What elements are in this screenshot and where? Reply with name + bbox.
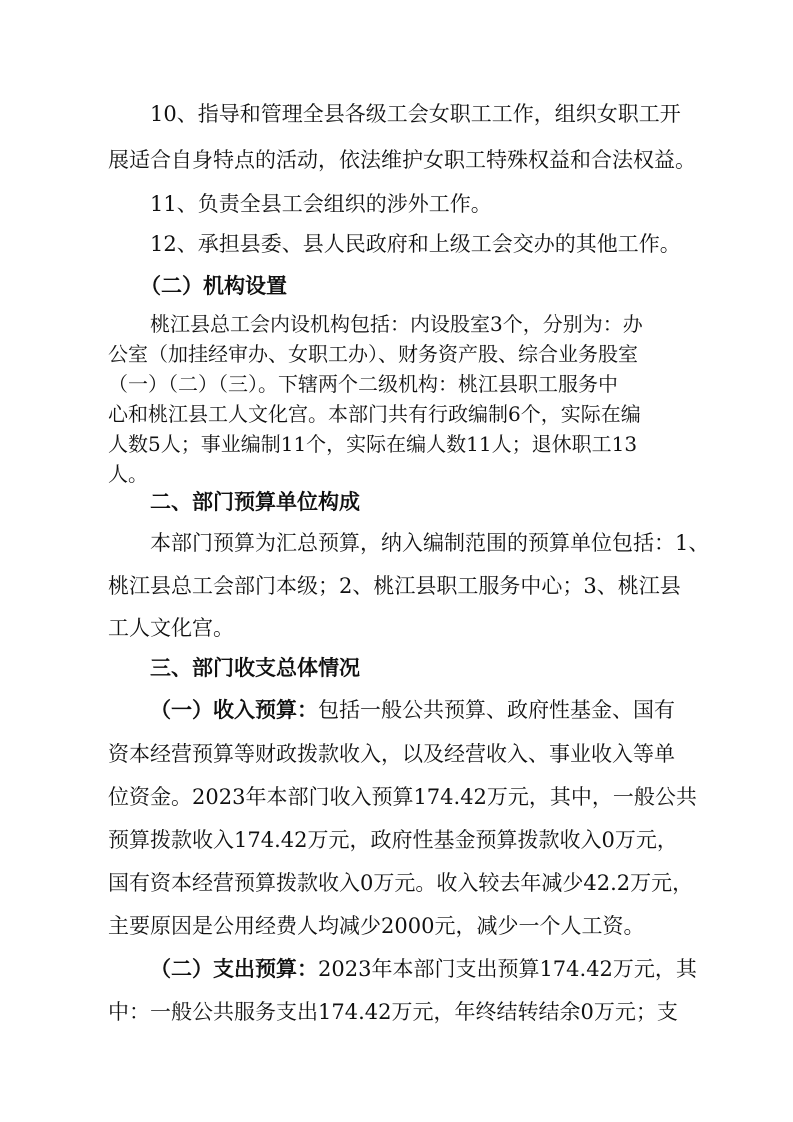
section-2-line-2: 桃江县总工会部门本级；2、桃江县职工服务中心；3、桃江县 [108,574,681,598]
income-paragraph-line-1 [150,695,675,725]
org-heading: （二）机构设置 [140,274,287,298]
income-label: （一）收入预算： [150,698,318,722]
section-2-heading: 二、部门预算单位构成 [150,490,360,514]
org-line-2: 公室（加挂经审办、女职工办）、财务资产股、综合业务股室 [108,342,638,366]
section-2-line-1: 本部门预算为汇总预算，纳入编制范围的预算单位包括：1、 [150,531,710,555]
duty-item-10-line-1: 10、指导和管理全县各级工会女职工工作，组织女职工开 [150,102,681,126]
org-line-6: 人。 [108,462,148,486]
income-line-2: 资本经营预算等财政拨款收入，以及经营收入、事业收入等单 [108,742,675,766]
duty-item-12: 12、承担县委、县人民政府和上级工会交办的其他工作。 [150,232,681,256]
expense-paragraph-line-1 [150,954,697,984]
income-line-6: 主要原因是公用经费人均减少2000元，减少一个人工资。 [108,914,645,938]
expense-line-2: 中：一般公共服务支出174.42万元，年终结转结余0万元；支 [108,1000,678,1024]
income-line-4: 预算拨款收入174.42万元，政府性基金预算拨款收入0万元， [108,828,678,852]
section-2-line-3: 工人文化宫。 [108,616,234,640]
income-line-3: 位资金。2023年本部门收入预算174.42万元，其中，一般公共 [108,785,697,809]
expense-label: （二）支出预算： [150,957,318,981]
duty-item-10-line-2: 展适合自身特点的活动，依法维护女职工特殊权益和合法权益。 [108,148,696,172]
expense-line-1-text: 2023年本部门支出预算174.42万元，其 [318,957,697,981]
org-line-4: 心和桃江县工人文化宫。本部门共有行政编制6个，实际在编 [108,402,641,426]
income-line-5: 国有资本经营预算拨款收入0万元。收入较去年减少42.2万元， [108,871,694,895]
section-3-heading: 三、部门收支总体情况 [150,656,360,680]
org-line-3: （一）（二）（三）。下辖两个二级机构：桃江县职工服务中 [108,372,618,396]
org-line-1: 桃江县总工会内设机构包括：内设股室3个，分别为：办 [150,312,643,336]
duty-item-11: 11、负责全县工会组织的涉外工作。 [150,192,492,216]
income-line-1-text: 包括一般公共预算、政府性基金、国有 [318,698,675,722]
org-line-5: 人数5人；事业编制11个，实际在编人数11人；退休职工13 [108,432,638,456]
